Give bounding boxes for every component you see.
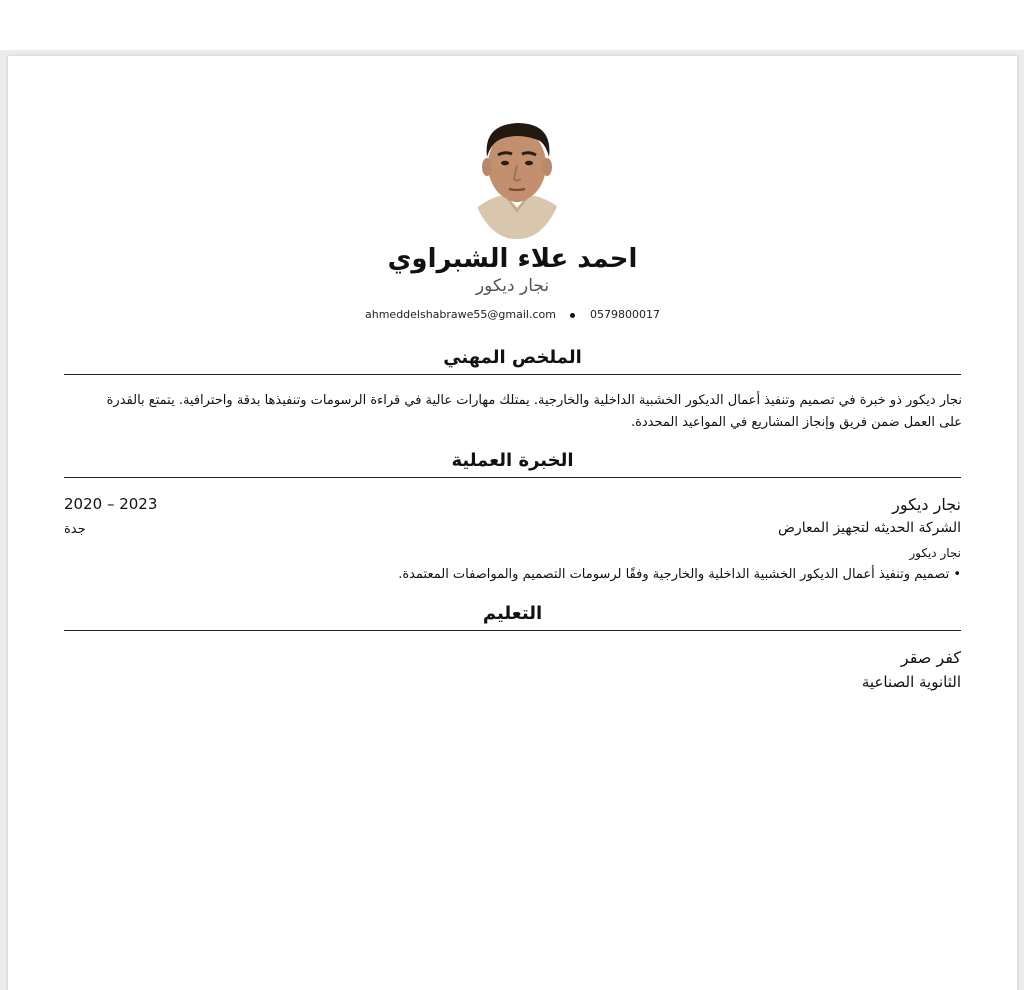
resume-page <box>8 56 1017 990</box>
phone-number: 0579800017 <box>589 308 660 321</box>
experience-heading: الخبرة العملية <box>64 450 961 478</box>
contact-line <box>8 308 1017 321</box>
education-place: كفر صقر <box>900 648 961 667</box>
summary-heading: الملخص المهني <box>64 347 961 375</box>
profile-photo <box>469 111 565 239</box>
education-school: الثانوية الصناعية <box>861 673 961 691</box>
candidate-name: احمد علاء الشبراوي <box>387 244 638 274</box>
candidate-job-title: نجار ديكور <box>475 276 550 296</box>
experience-company: الشركة الحديثه لتجهيز المعارض <box>778 520 961 536</box>
education-heading: التعليم <box>64 603 961 631</box>
experience-dates: 2020 – 2023 <box>64 495 158 513</box>
email-link[interactable]: ahmeddelshabrawe55@gmail.com <box>365 308 556 321</box>
experience-bullet: • تصميم وتنفيذ أعمال الديكور الخشبية الداخلية والخارجية وفقًا لرسومات التصميم والمواصفات المعتمدة. <box>398 567 961 582</box>
experience-role: نجار ديكور <box>892 495 961 514</box>
experience-position: نجار ديكور <box>909 546 961 560</box>
separator-dot <box>570 313 575 318</box>
viewer-top-bar <box>0 0 1024 50</box>
experience-location: جدة <box>64 522 86 537</box>
summary-text: نجار ديكور ذو خبرة في تصميم وتنفيذ أعمال الديكور الخشبية الداخلية والخارجية. يمتلك مهارات عالية في قراءة الرسومات وتنفيذها بدقة واحترافية. يتمتع بالقدرة على العمل ضمن فريق وإنجاز المشاريع في المواعيد المحددة. <box>106 393 962 430</box>
